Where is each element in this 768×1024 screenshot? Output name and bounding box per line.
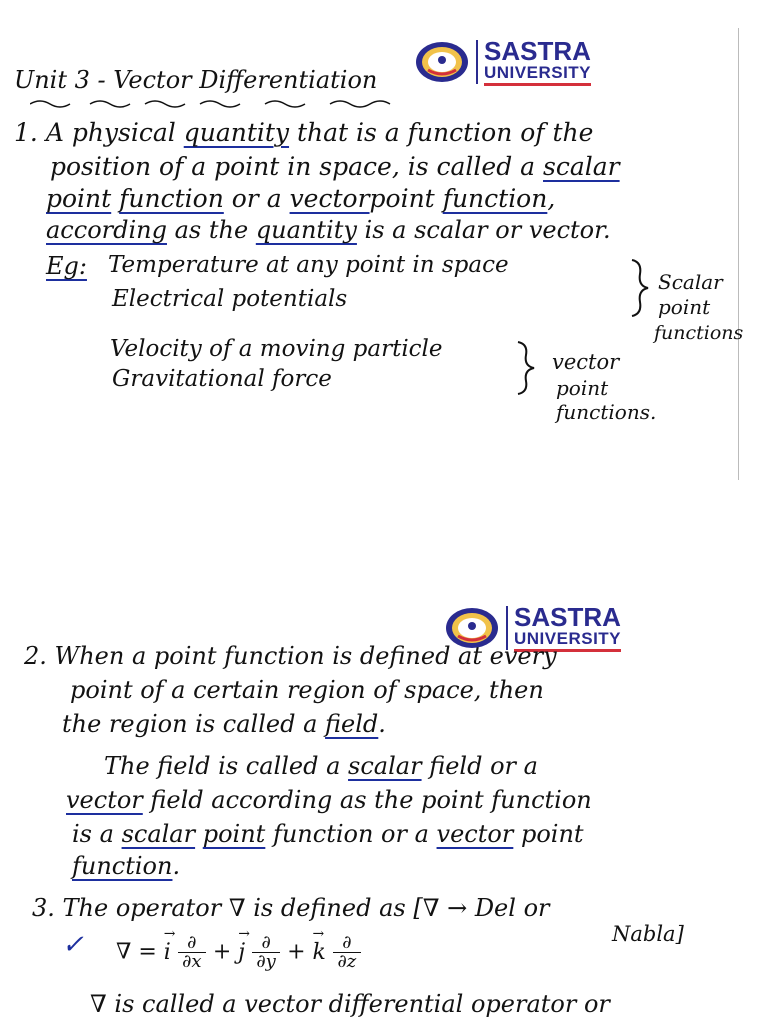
underlined-quantity: quantity — [183, 118, 290, 147]
scalar-group-1: Scalar — [658, 270, 723, 294]
item1-line3: point function or a vectorpoint function, — [46, 184, 556, 213]
item2-line2: point of a certain region of space, then — [70, 676, 544, 704]
vector-example-1: Velocity of a moving particle — [110, 336, 443, 362]
item3-last-line: ∇ is called a vector differential operator or — [90, 990, 610, 1018]
scalar-group-3: functions — [654, 322, 744, 344]
check-mark: ✓ — [62, 930, 84, 960]
brand-bottom: UNIVERSITY — [484, 63, 592, 82]
nabla-equation: ∇ = → i ∂ ∂x + → j ∂ ∂y + → k ∂ ∂z — [116, 934, 361, 982]
item2-line6: is a scalar point function or a vector point — [72, 820, 584, 848]
page1-title: Unit 3 - Vector Differentiation — [14, 66, 378, 94]
vector-example-2: Gravitational force — [112, 366, 332, 392]
scalar-example-2: Electrical potentials — [112, 286, 348, 312]
item2-line4: The field is called a scalar field or a — [104, 752, 538, 780]
eg-label: Eg: — [46, 252, 87, 280]
brand-top: SASTRA — [484, 36, 591, 66]
item2-line7: function. — [72, 852, 181, 880]
vector-group-3: functions. — [556, 400, 657, 424]
item2-line5: vector field according as the point function — [66, 786, 592, 814]
vector-group-2: point — [556, 376, 609, 400]
title-underline-squiggle — [30, 98, 410, 110]
underlined-field: field — [325, 710, 379, 738]
item2-line1: 2. When a point function is defined at every — [24, 642, 557, 670]
vector-group-1: vector — [552, 350, 620, 374]
item1-line4: according as the quantity is a scalar or vector. — [46, 216, 611, 244]
scalar-example-1: Temperature at any point in space — [108, 252, 509, 278]
item2-line3: the region is called a field. — [62, 710, 386, 738]
item1-line1: 1. A physical quantity that is a function of the — [14, 118, 594, 147]
underlined-scalar: scalar — [543, 152, 620, 181]
item3-number: 3. — [32, 894, 55, 922]
scalar-brace — [628, 258, 652, 318]
university-seal-icon — [414, 40, 470, 84]
item1-line2: position of a point in space, is called a scalar — [50, 152, 620, 181]
item3-nabla: Nabla] — [612, 922, 684, 946]
vector-brace — [514, 340, 538, 396]
brand-top: SASTRA — [514, 602, 621, 632]
item1-number: 1. — [14, 118, 38, 147]
item3-line1: 3. The operator ∇ is defined as [∇ → Del or — [32, 894, 550, 922]
item2-number: 2. — [24, 642, 47, 670]
brand-bottom: UNIVERSITY — [514, 629, 622, 648]
sastra-logo-1 — [414, 38, 591, 86]
scalar-group-2: point — [658, 295, 711, 319]
page1-right-border — [738, 28, 739, 480]
